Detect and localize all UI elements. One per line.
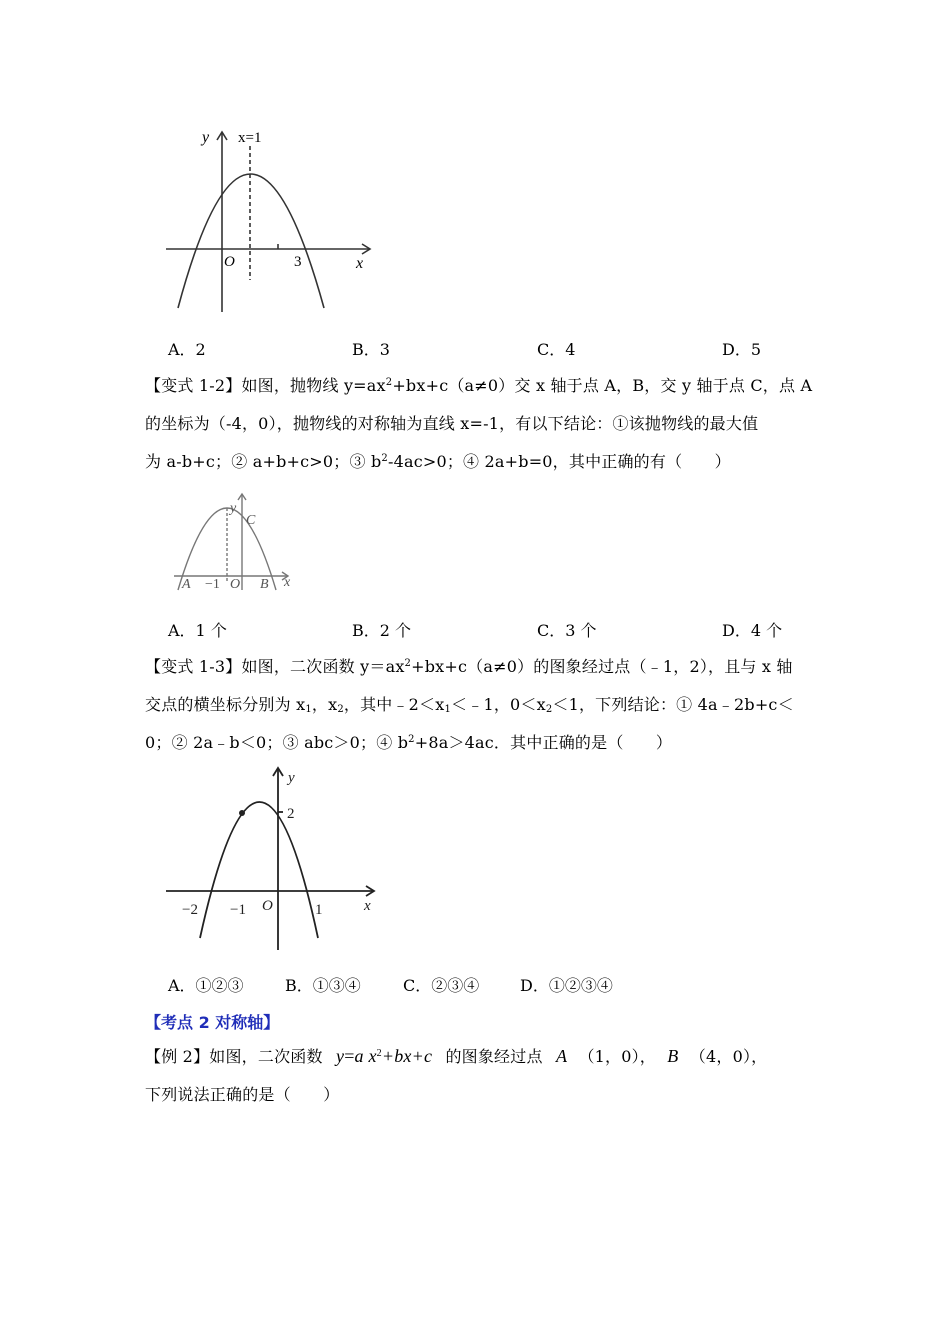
tick-2-label: 2 [287,806,295,822]
subscript: 1 [305,704,312,715]
text: 如图，抛物线 y=ax [241,376,386,395]
option-d[interactable]: D．①②③④ [520,976,613,995]
minus-one-label: −1 [205,577,220,592]
option-c[interactable]: C．②③④ [403,976,480,995]
text: 如图，二次函数 [209,1047,323,1066]
question-tag: 【例 2】 [145,1047,210,1066]
formula-x: x [368,1046,377,1066]
point-a-coords: （1，0）， [578,1047,656,1066]
superscript: 2 [385,377,393,388]
text: ，其中﹣2＜x [343,695,445,714]
parabola-curve [178,174,324,308]
section-heading: 【考点 2 对称轴】 [145,1013,280,1032]
origin-label: O [262,898,273,914]
point-b-label: B [260,577,269,592]
question-1-3-line-3 [145,730,672,753]
text: ＜1，下列结论：① 4a﹣2b+c＜ [552,695,794,714]
option-a[interactable]: A．2 [168,340,206,359]
option-d[interactable]: D．5 [722,340,762,359]
question-tag: 【变式 1-2】 [145,376,242,395]
text: +8a＞4ac．其中正确的是（ ） [414,733,673,752]
formula-y: y [335,1046,345,1066]
formula-a: a [354,1046,364,1066]
question-1-3-line-2 [145,692,794,715]
point-c-label: C [246,513,256,528]
formula [336,1046,432,1066]
option-b[interactable]: B．3 [352,340,390,359]
text: 交点的横坐标分别为 x [145,695,306,714]
point-a: A [555,1046,568,1066]
text: 为 a-b+c；② a+b+c>0；③ b [145,452,382,471]
subscript: 2 [545,704,553,715]
y-label: y [202,129,210,146]
parabola-graph-3 [160,762,385,954]
option-c[interactable]: C．4 [537,340,576,359]
subscript: 2 [337,704,344,715]
question-1-2-line-2: 的坐标为（-4，0），抛物线的对称轴为直线 x=-1，有以下结论：①该抛物线的最大值 [145,414,759,433]
parabola-graph-2 [172,490,297,592]
text: +bx+c（a≠0）的图象经过点（﹣1，2），且与 x 轴 [411,657,793,676]
option-a[interactable]: A．①②③ [168,976,244,995]
tick-minus-1-label: −1 [230,902,246,918]
origin-label: O [230,577,241,592]
superscript: 2 [381,453,388,464]
option-a[interactable]: A．1 个 [168,621,227,640]
text: ，x [311,695,338,714]
text: 0；② 2a﹣b＜0；③ abc＞0；④ b [145,733,409,752]
option-b[interactable]: B．①③④ [285,976,361,995]
text: ＜﹣1，0＜x [451,695,546,714]
text: 的图象经过点 [445,1047,543,1066]
point-minus-1-2 [239,810,245,816]
point-b: B [667,1046,679,1066]
question-tag: 【变式 1-3】 [145,657,242,676]
point-a-label: A [182,577,191,592]
point-b-coords: （4，0）， [689,1047,768,1066]
x-label: x [284,575,291,590]
superscript: 2 [376,1048,382,1059]
example-2-line-1 [145,1044,767,1067]
parabola-curve [200,802,318,938]
subscript: 1 [444,704,452,715]
text: 如图，二次函数 y＝ax [241,657,405,676]
superscript: 2 [404,658,412,669]
y-label: y [230,501,237,516]
question-1-2-line-3 [145,449,731,472]
origin-label: O [224,254,235,270]
x-label: x [364,898,371,914]
tick-3-label: 3 [294,254,302,270]
example-2-line-2: 下列说法正确的是（ ） [145,1085,340,1104]
superscript: 2 [408,734,415,745]
x-label: x [356,255,364,272]
option-c[interactable]: C．3 个 [537,621,597,640]
tick-1-label: 1 [315,902,323,918]
parabola-graph-1 [160,120,380,320]
formula-eq: = [344,1046,355,1066]
option-d[interactable]: D．4 个 [722,621,783,640]
y-label: y [288,770,295,786]
text: -4ac>0；④ 2a+b=0，其中正确的有（ ） [387,452,731,471]
question-1-2-line-1 [145,373,812,396]
option-b[interactable]: B．2 个 [352,621,412,640]
text: +bx+c（a≠0）交 x 轴于点 A，B，交 y 轴于点 C，点 A [392,376,813,395]
question-1-3-line-1 [145,654,793,677]
symmetry-label: x=1 [238,130,262,146]
tick-minus-2-label: −2 [182,902,198,918]
formula-rest: +bx+c [381,1046,433,1066]
